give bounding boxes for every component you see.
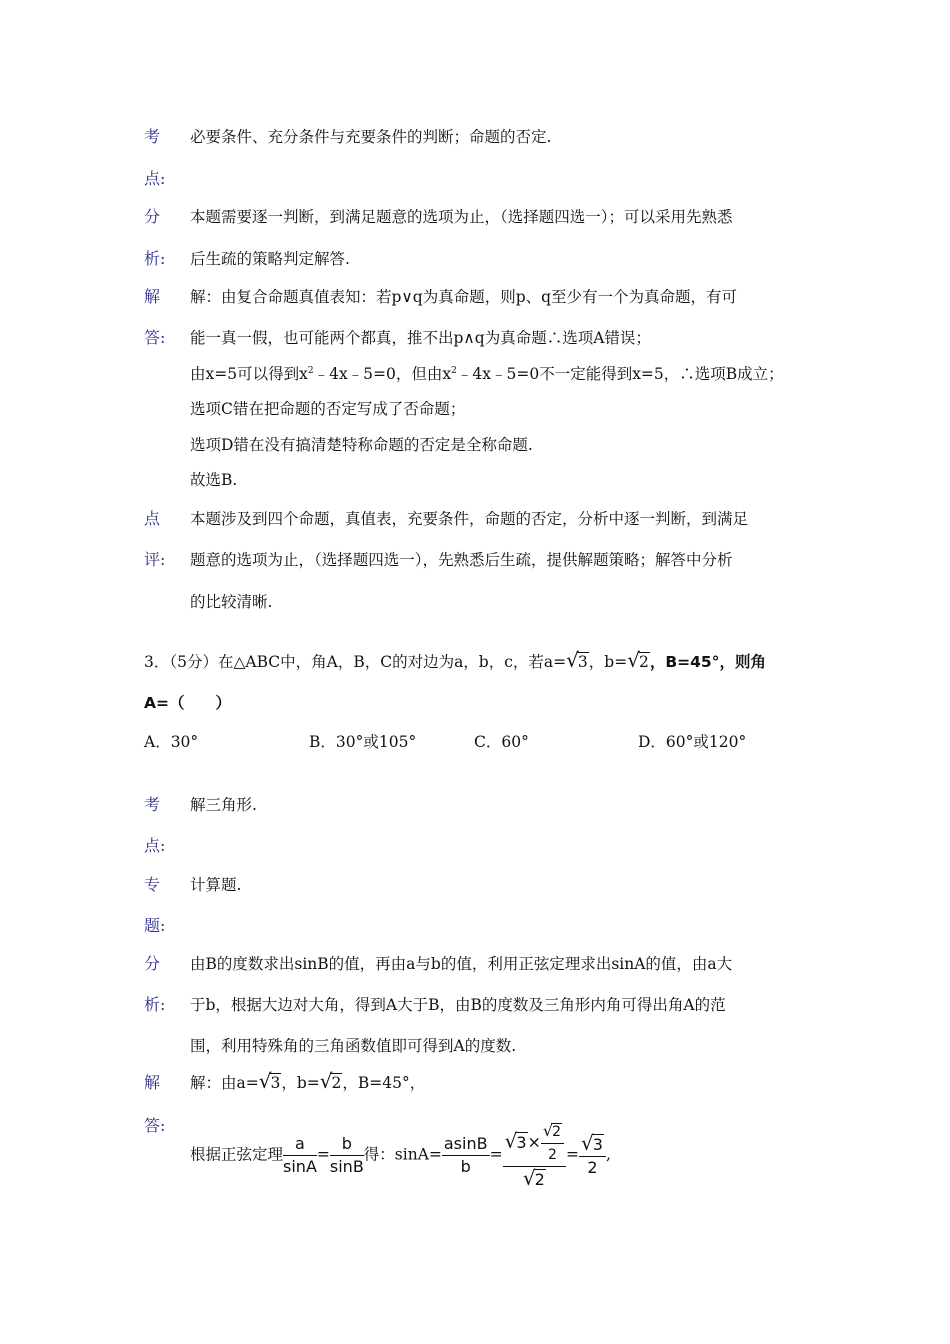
label-kaodian-3-2: 点: (144, 836, 166, 855)
fraction-a-over-sinA: $\frac{a}{\sin A}$ (283, 1134, 317, 1176)
q3-option-d: D．60°或120° (638, 733, 747, 751)
q3-stem-line-2: A=（ ） (144, 694, 231, 712)
label-zhuanti-1: 专 (144, 875, 161, 894)
sqrt-3: √3 (566, 648, 588, 672)
q2-fenxi-line-1: 本题需要逐一判断，到满足题意的选项为止，（选择题四选一）；可以采用先熟悉 (190, 208, 733, 226)
q3-fenxi-line-2: 于b，根据大边对大角，得到A大于B，由B的度数及三角形内角可得出角A的范 (190, 996, 726, 1014)
q2-jieda-line-3: 由x=5可以得到$x^2﹣4x﹣5=0$，但由$x^2﹣4x﹣5=0$不一定能得到x=5，∴选项B成立； (190, 365, 784, 383)
label-fenxi-3-2: 析: (144, 995, 166, 1014)
label-jieda-2: 答: (144, 328, 166, 347)
q3-jieda-line-1: 解：由a=√3，b=√2，B=45°， (190, 1069, 426, 1093)
label-kaodian-2: 点: (144, 169, 166, 188)
sqrt-3: √3 (258, 1069, 281, 1093)
q3-stem-line-1: 3．（5分）在△ABC中，角A，B，C的对边为a，b，c，若a=√3，b=√2，B=45°，则角 (144, 648, 766, 672)
label-dianping-2: 评: (144, 550, 166, 569)
label-fenxi-2: 析: (144, 249, 166, 268)
sqrt-2: √2 (319, 1069, 342, 1093)
q2-jieda-line-6: 故选B. (190, 471, 238, 489)
label-fenxi-3-1: 分 (144, 954, 161, 973)
q3-option-c: C．60° (474, 733, 529, 751)
sqrt-2: √2 (627, 648, 649, 672)
q2-jieda-line-1: 解：由复合命题真值表知：若p∨q为真命题，则p、q至少有一个为真命题，有可 (190, 288, 738, 306)
label-zhuanti-2: 题: (144, 916, 166, 935)
fraction-b-over-sinB: $\frac{b}{\sin B}$ (329, 1134, 364, 1176)
q2-jieda-line-5: 选项D错在没有搞清楚特称命题的否定是全称命题. (190, 436, 533, 454)
fraction-sqrt3-times-sqrt2half-over-sqrt2: √3× $\frac{√2}{2}$ √2 (503, 1120, 566, 1191)
q2-kaodian: 必要条件、充分条件与充要条件的判断；命题的否定. (190, 128, 552, 146)
q2-jieda-line-4: 选项C错在把命题的否定写成了否命题； (190, 400, 466, 418)
q3-zhuanti: 计算题. (190, 876, 242, 894)
fraction-asinB-over-b: $\frac{asinB}{b}$ (443, 1134, 488, 1176)
label-jieda-1: 解 (144, 287, 161, 306)
label-kaodian-3-1: 考 (144, 795, 161, 814)
q2-dianping-line-2: 题意的选项为止，（选择题四选一），先熟悉后生疏，提供解题策略；解答中分析 (190, 551, 733, 569)
q3-option-b: B．30°或105° (309, 733, 417, 751)
label-fenxi-1: 分 (144, 207, 161, 226)
label-kaodian-1: 考 (144, 127, 161, 146)
q3-kaodian: 解三角形. (190, 796, 257, 814)
q2-jieda-line-2: 能一真一假，也可能两个都真，推不出p∧q为真命题∴选项A错误； (190, 329, 651, 347)
q3-fenxi-line-3: 围，利用特殊角的三角函数值即可得到A的度数. (190, 1037, 517, 1055)
q2-dianping-line-1: 本题涉及到四个命题，真值表，充要条件，命题的否定，分析中逐一判断，到满足 (190, 510, 749, 528)
label-jieda-3-2: 答: (144, 1116, 166, 1135)
label-dianping-1: 点 (144, 509, 161, 528)
q3-option-a: A．30° (144, 733, 199, 751)
label-jieda-3-1: 解 (144, 1073, 161, 1092)
q2-dianping-line-3: 的比较清晰. (190, 593, 273, 611)
fraction-sqrt3-over-2: $\frac{√3}{2}$ (579, 1132, 606, 1179)
q3-jieda-line-2: 根据正弦定理 $\frac{a}{\sin A}$ = $\frac{b}{\sin B}$ 得：sinA= $\frac{asinB}{b}$ = √3× $\frac{√2}{2}$ √2 = $\frac{√3}{2}$ , (190, 1121, 611, 1190)
q2-fenxi-line-2: 后生疏的策略判定解答. (190, 250, 350, 268)
q3-fenxi-line-1: 由B的度数求出sinB的值，再由a与b的值，利用正弦定理求出sinA的值，由a大 (190, 955, 733, 973)
